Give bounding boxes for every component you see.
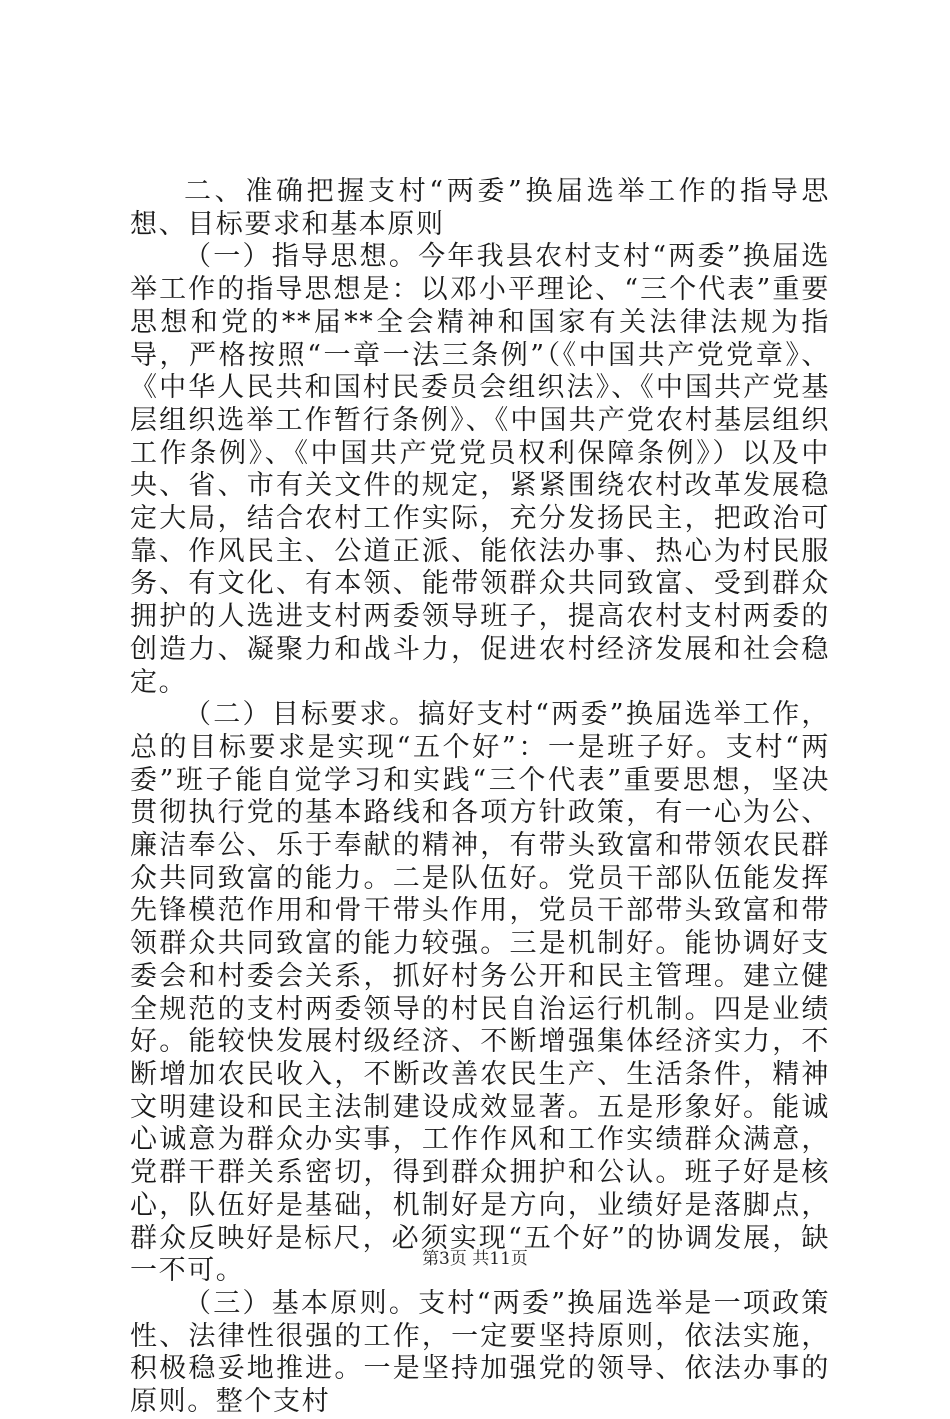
section-heading: 二、准确把握支村“两委”换届选举工作的指导思想、目标要求和基本原则 bbox=[130, 176, 830, 240]
paragraph-principles: （三）基本原则。支村“两委”换届选举是一项政策性、法律性很强的工作，一定要坚持原则，依法实施，积极稳妥地推进。一是坚持加强党的领导、依法办事的原则。整个支村 bbox=[130, 1287, 830, 1418]
paragraph-goals: （二）目标要求。搞好支村“两委”换届选举工作，总的目标要求是实现“五个好”：一是班子好。支村“两委”班子能自觉学习和实践“三个代表”重要思想，坚决贯彻执行党的基本路线和各项方针政策，有一心为公、廉洁奉公、乐于奉献的精神，有带头致富和带领农民群众共同致富的能力。二是队伍好。党员干部队伍能发挥先锋模范作用和骨干带头作用，党员干部带头致富和带领群众共同致富的能力较强。三是机制好。能协调好支委会和村委会关系，抓好村务公开和民主管理。建立健全规范的支村两委领导的村民自治运行机制。四是业绩好。能较快发展村级经济、不断增强集体经济实力，不断增加农民收入，不断改善农民生产、生活条件，精神文明建设和民主法制建设成效显著。五是形象好。能诚心诚意为群众办实事，工作作风和工作实绩群众满意，党群干群关系密切，得到群众拥护和公认。班子好是核心，队伍好是基础，机制好是方向，业绩好是落脚点，群众反映好是标尺，必须实现“五个好”的协调发展，缺一不可。 bbox=[130, 699, 830, 1287]
paragraph-guiding-ideology: （一）指导思想。今年我县农村支村“两委”换届选举工作的指导思想是：以邓小平理论、“三个代表”重要思想和党的**届**全会精神和国家有关法律法规为指导，严格按照“一章一法三条例”（《中国共产党党章》、《中华人民共和国村民委员会组织法》、《中国共产党基层组织选举工作暂行条例》、《中国共产党农村基层组织工作条例》、《中国共产党党员权利保障条例》）以及中央、省、市有关文件的规定，紧紧围绕农村改革发展稳定大局，结合农村工作实际，充分发扬民主，把政治可靠、作风民主、公道正派、能依法办事、热心为村民服务、有文化、有本领、能带领群众共同致富、受到群众拥护的人选进支村两委领导班子，提高农村支村两委的创造力、凝聚力和战斗力，促进农村经济发展和社会稳定。 bbox=[130, 241, 830, 698]
page-number-footer: 第3页 共11页 bbox=[422, 1249, 528, 1269]
document-body bbox=[130, 176, 830, 1419]
